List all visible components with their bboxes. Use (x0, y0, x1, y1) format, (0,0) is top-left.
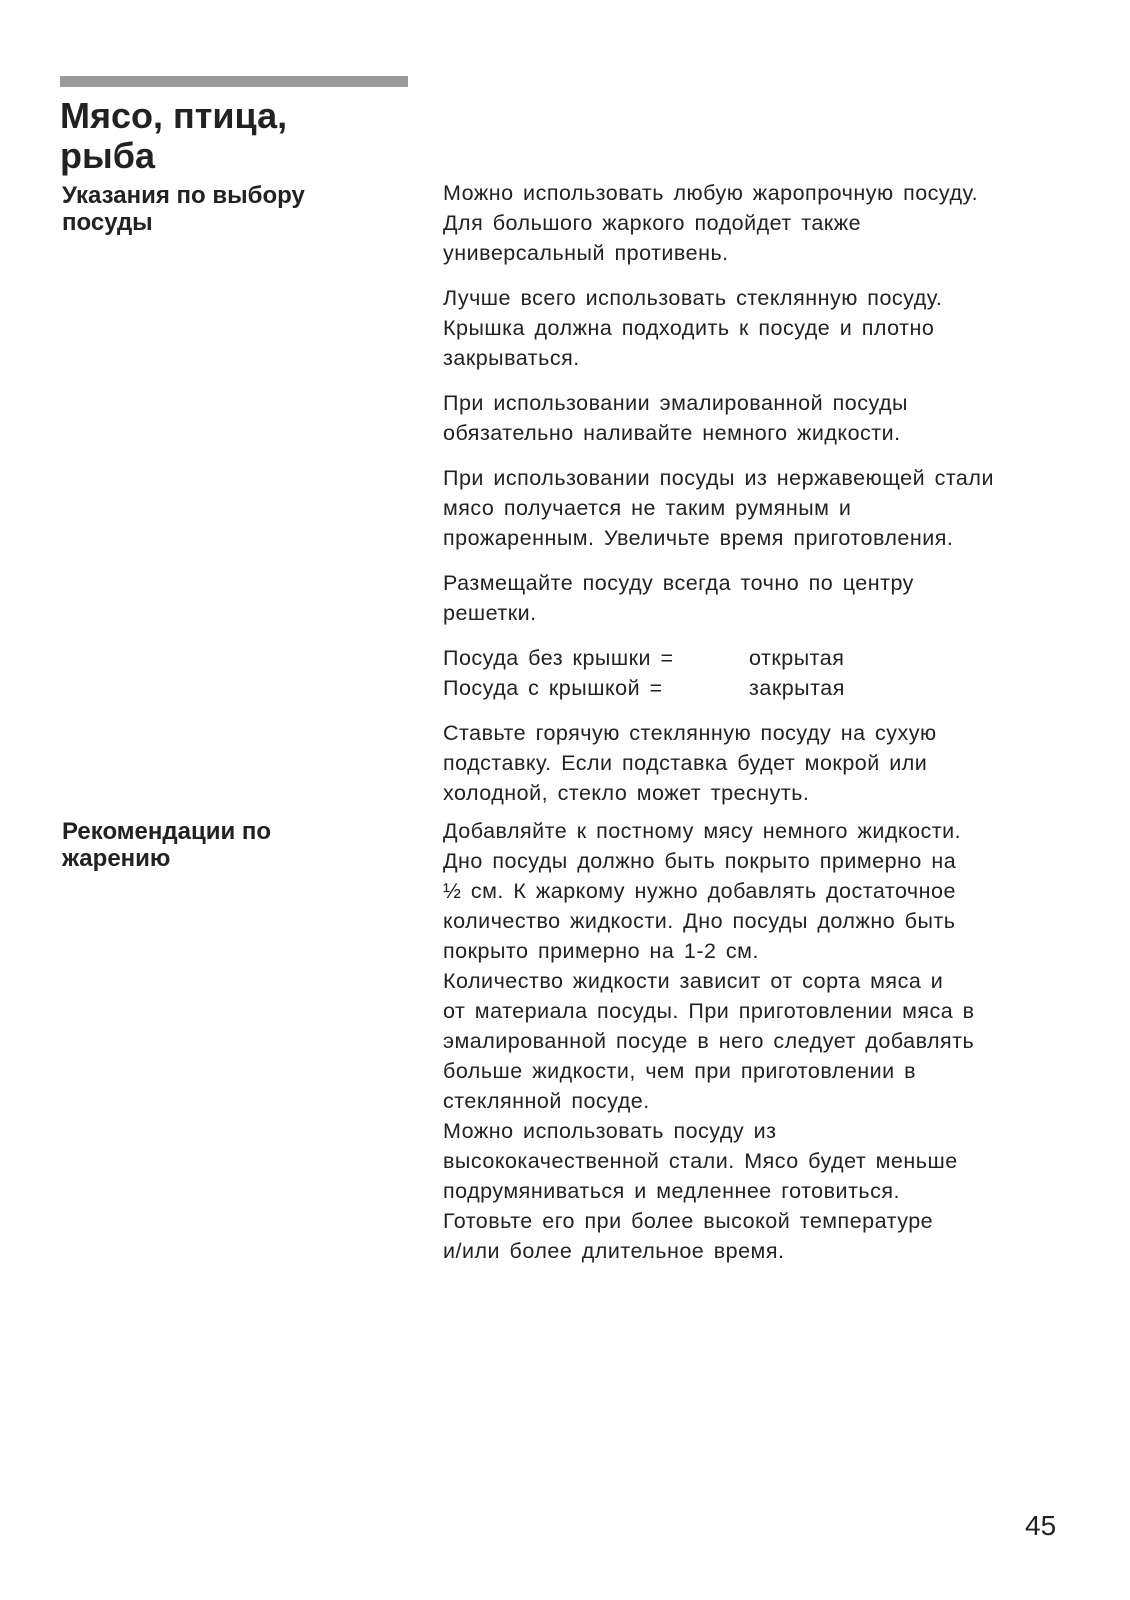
definition-value: открытая (749, 646, 845, 670)
text-line: больше жидкости, чем при приготовлении в (443, 1059, 917, 1083)
text-line: закрываться. (443, 346, 580, 370)
definition-value: закрытая (749, 676, 845, 700)
definition-term: Посуда без крышки = (443, 646, 674, 670)
paragraph (443, 178, 1083, 268)
text-line: количество жидкости. Дно посуды должно быть (443, 909, 956, 933)
text-line: Готовьте его при более высокой температуре (443, 1209, 934, 1233)
text-line: Можно использовать посуду из (443, 1119, 777, 1143)
paragraph (443, 463, 1083, 553)
paragraph (443, 718, 1083, 808)
section-heading-cookware (62, 182, 402, 236)
text-line: Добавляйте к постному мясу немного жидкости. (443, 819, 962, 843)
top-rule (60, 76, 408, 87)
text-line: решетки. (443, 601, 537, 625)
text-line: стеклянной посуде. (443, 1089, 650, 1113)
text-line: При использовании посуды из нержавеющей стали (443, 466, 994, 490)
text-line: ½ см. К жаркому нужно добавлять достаточное (443, 879, 956, 903)
text-line: Размещайте посуду всегда точно по центру (443, 571, 914, 595)
text-line: подставку. Если подставка будет мокрой или (443, 751, 928, 775)
section-heading-roasting (62, 818, 402, 872)
text-line: Можно использовать любую жаропрочную посуду. (443, 181, 979, 205)
text-line: универсальный противень. (443, 241, 729, 265)
definition-row (443, 673, 1083, 703)
page-number: 45 (1025, 1510, 1057, 1541)
paragraph (443, 816, 1083, 1266)
text-line: Ставьте горячую стеклянную посуду на сухую (443, 721, 937, 745)
section-heading-line: Рекомендации по (62, 818, 272, 845)
page-title-line: Мясо, птица, (60, 95, 288, 136)
section-body-roasting (443, 816, 1083, 1266)
text-line: эмалированной посуде в него следует добавлять (443, 1029, 975, 1053)
definition-term: Посуда с крышкой = (443, 676, 663, 700)
definition-list (443, 643, 1083, 703)
text-line: от материала посуды. При приготовлении мяса в (443, 999, 975, 1023)
section-heading-line: жарению (62, 845, 171, 872)
text-line: Для большого жаркого подойдет также (443, 211, 862, 235)
paragraph (443, 283, 1083, 373)
text-line: Дно посуды должно быть покрыто примерно на (443, 849, 957, 873)
text-line: обязательно наливайте немного жидкости. (443, 421, 901, 445)
page-title-line: рыба (60, 135, 155, 176)
page-title (60, 96, 420, 176)
text-line: холодной, стекло может треснуть. (443, 781, 810, 805)
text-line: высококачественной стали. Мясо будет меньше (443, 1149, 958, 1173)
text-line: и/или более длительное время. (443, 1239, 785, 1263)
text-line: Крышка должна подходить к посуде и плотно (443, 316, 935, 340)
text-line: подрумяниваться и медленнее готовиться. (443, 1179, 900, 1203)
text-line: Количество жидкости зависит от сорта мяса и (443, 969, 944, 993)
definition-row (443, 643, 1083, 673)
text-line: покрыто примерно на 1-2 см. (443, 939, 759, 963)
text-line: мясо получается не таким румяным и (443, 496, 852, 520)
text-line: Лучше всего использовать стеклянную посуду. (443, 286, 943, 310)
paragraph (443, 568, 1083, 628)
text-line: прожаренным. Увеличьте время приготовления. (443, 526, 954, 550)
text-line: При использовании эмалированной посуды (443, 391, 908, 415)
section-heading-line: Указания по выбору (62, 182, 305, 209)
section-body-cookware (443, 178, 1083, 808)
paragraph (443, 388, 1083, 448)
section-heading-line: посуды (62, 209, 153, 236)
